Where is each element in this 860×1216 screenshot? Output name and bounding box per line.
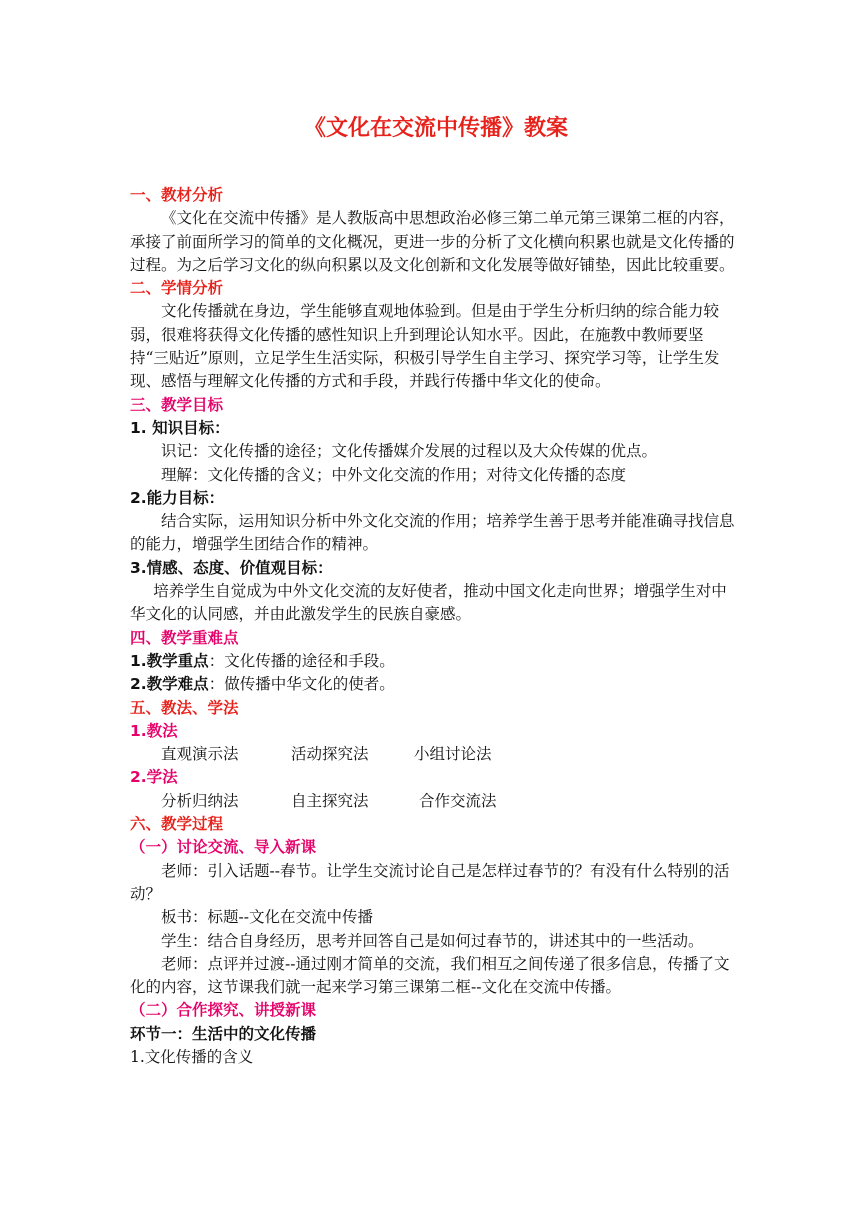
- key-point-line: [130, 650, 742, 673]
- key-point-label: 1.教学重点: [130, 651, 209, 670]
- subheading-ability-goals: 2.能力目标：: [130, 488, 225, 507]
- document-content: [130, 114, 742, 1069]
- paragraph-student-analysis: 文化传播就在身边，学生能够直观地体验到。但是由于学生分析归纳的综合能力较弱，很难将获得文化传播的感性知识上升到理论认知水平。因此，在施教中教师要坚持“三贴近”原则，立足学生生活实际，积极引导学生自主学习、探究学习等，让学生发现、感悟与理解文化传播的方式和手段，并践行传播中华文化的使命。: [130, 302, 720, 391]
- paragraph-knowledge-memorize: 识记：文化传播的途径；文化传播媒介发展的过程以及大众传媒的优点。: [161, 442, 658, 461]
- paragraph-student-answer: 学生：结合自身经历，思考并回答自己是如何过春节的，讲述其中的一些活动。: [161, 931, 704, 950]
- paragraph-emotion-goals: 培养学生自觉成为中外文化交流的友好使者，推动中国文化走向世界；增强学生对中华文化的认同感，并由此激发学生的民族自豪感。: [130, 582, 727, 624]
- subheading-emotion-goals: 3.情感、态度、价值观目标：: [130, 558, 333, 577]
- learning-methods-list: [130, 790, 742, 813]
- paragraph-teacher-intro: 老师：引入话题--春节。让学生交流讨论自己是怎样过春节的？有没有什么特别的活动？: [130, 861, 730, 903]
- difficult-point-line: [130, 673, 742, 696]
- subheading-link-one: 环节一：生活中的文化传播: [130, 1024, 317, 1043]
- difficult-point-label: 2.教学难点: [130, 675, 209, 694]
- learning-method-item: 合作交流法: [419, 791, 497, 810]
- paragraph-textbook-analysis: 《文化在交流中传播》是人教版高中思想政治必修三第二单元第三课第二框的内容，承接了前面所学习的简单的文化概况，更进一步的分析了文化横向积累也就是文化传播的过程。为之后学习文化的纵向积累以及文化创新和文化发展等做好铺垫，因此比较重要。: [130, 209, 735, 274]
- section-heading-teaching-goals: 三、教学目标: [130, 395, 224, 414]
- section-heading-teaching-process: 六、教学过程: [130, 815, 224, 834]
- teaching-method-item: 直观演示法: [161, 745, 239, 764]
- section-heading-methods: 五、教法、学法: [130, 698, 239, 717]
- subheading-discussion-intro: （一）讨论交流、导入新课: [130, 838, 317, 857]
- subheading-learning-methods: 2.学法: [130, 768, 178, 787]
- key-point-text: ：文化传播的途径和手段。: [208, 651, 395, 670]
- paragraph-teacher-transition: 老师：点评并过渡--通过刚才简单的交流，我们相互之间传递了很多信息，传播了文化的内容，这节课我们就一起来学习第三课第二框--文化在交流中传播。: [130, 954, 730, 997]
- subheading-teaching-methods: 1.教法: [130, 721, 178, 740]
- teaching-method-item: 活动探究法: [291, 745, 369, 764]
- subheading-cooperative-inquiry: （二）合作探究、讲授新课: [130, 1001, 317, 1020]
- learning-method-item: 分析归纳法: [161, 791, 239, 810]
- section-heading-student-analysis: 二、学情分析: [130, 279, 224, 298]
- difficult-point-text: ：做传播中华文化的使者。: [208, 675, 395, 694]
- teaching-methods-list: [130, 743, 742, 766]
- section-heading-textbook-analysis: 一、教材分析: [130, 186, 224, 204]
- learning-method-item: 自主探究法: [291, 791, 369, 810]
- section-heading-key-points: 四、教学重难点: [130, 628, 239, 647]
- teaching-method-item: 小组讨论法: [414, 745, 492, 764]
- paragraph-blackboard: 板书：标题--文化在交流中传播: [161, 908, 373, 927]
- document-title: 《文化在交流中传播》教案: [303, 116, 568, 141]
- paragraph-knowledge-understand: 理解：文化传播的含义；中外文化交流的作用；对待文化传播的态度: [161, 465, 627, 484]
- subheading-knowledge-goals: 1. 知识目标：: [130, 418, 230, 437]
- paragraph-item-one: 1.文化传播的含义: [130, 1047, 254, 1066]
- paragraph-ability-goals: 结合实际，运用知识分析中外文化交流的作用；培养学生善于思考并能准确寻找信息的能力，增强学生团结合作的精神。: [130, 512, 735, 554]
